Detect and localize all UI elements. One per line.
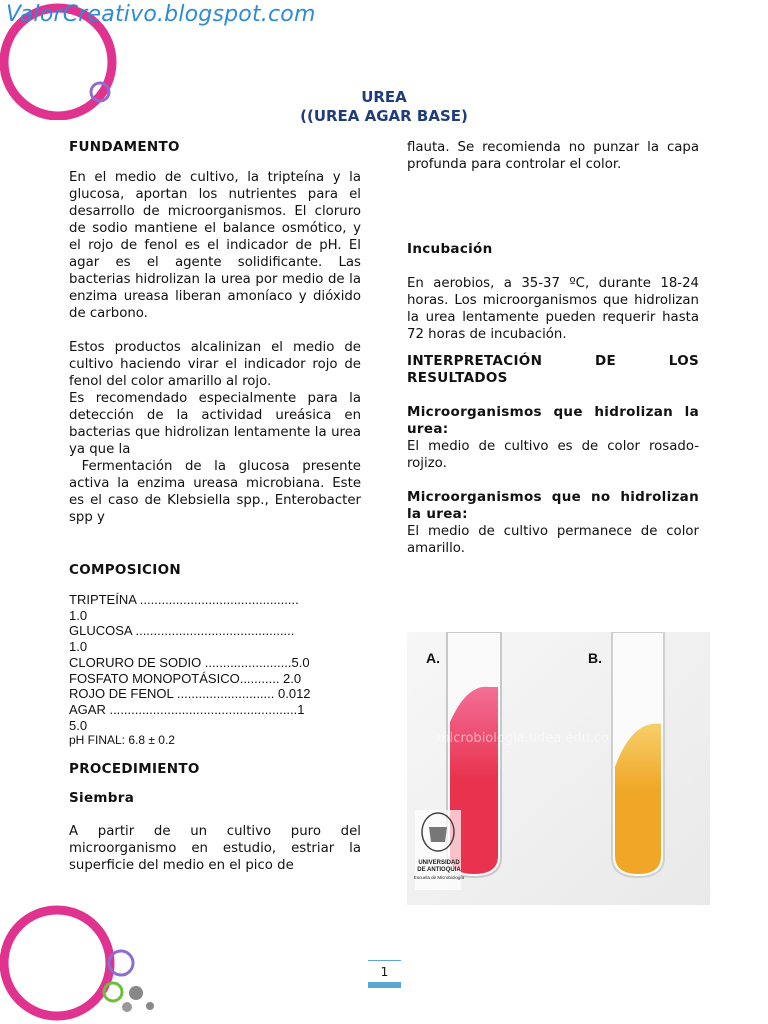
composicion-item: ROJO DE FENOL ........................... 0.012 — [69, 686, 311, 702]
incubacion-heading: Incubación — [407, 241, 493, 257]
document-subtitle: ((UREA AGAR BASE) — [300, 107, 468, 125]
tube-b-label: B. — [588, 650, 602, 666]
photo-watermark: microbiologia.udea.edu.co — [437, 731, 610, 746]
left-column — [69, 139, 366, 874]
fundamento-paragraph-2: Estos productos alcalinizan el medio de cultivo haciendo virar el indicador rojo de fenol del color amarillo al rojo. — [69, 340, 361, 389]
seal-line-3: Escuela de Microbiología — [413, 875, 465, 880]
page-number-bar — [368, 982, 401, 988]
composicion-list — [69, 592, 361, 749]
siembra-heading: Siembra — [69, 790, 135, 807]
seal-line-2: DE ANTIOQUIA — [417, 867, 461, 873]
composicion-item: AGAR ....................................................1 — [69, 701, 305, 717]
blog-url[interactable]: ValorCreativo.blogspot.com — [6, 2, 316, 27]
page-number-rule — [368, 960, 401, 961]
negative-result-heading: Microorganismos que no hidrolizan la urea: — [407, 489, 699, 522]
siembra-text: A partir de un cultivo puro del microorganismo en estudio, estriar la superficie del medio en el pico de — [69, 824, 361, 874]
fundamento-paragraph-4: Fermentación de la glucosa presente activa la enzima ureasa microbiana. Este es el caso de Klebsiella spp., Enterobacter spp y — [69, 459, 366, 525]
negative-result-text: El medio de cultivo permanece de color amarillo. — [407, 524, 699, 556]
fundamento-paragraph-1: En el medio de cultivo, la tripteína y la glucosa, aportan los nutrientes para el desarrollo de microorganismos. El cloruro de sodio mantiene el balance osmótico, y el rojo de fenol es el indicador de pH. El agar es el agente solidificante. Las bacterias hidrolizan la urea por medio de la enzima ureasa liberan amoníaco y dióxido de carbono. — [69, 170, 361, 321]
positive-result-heading: Microorganismos que hidrolizan la urea: — [407, 404, 699, 437]
composicion-item: 5.0 — [69, 717, 88, 733]
composicion-item: TRIPTEÍNA ............................................ — [69, 592, 299, 607]
fundamento-paragraph-3: Es recomendado especialmente para la detección de la actividad ureásica en bacterias que hidrolizan lentamente la urea ya que la — [69, 391, 361, 457]
siembra-continuation: flauta. Se recomienda no punzar la capa profunda para controlar el color. — [407, 140, 699, 172]
procedimiento-heading: PROCEDIMIENTO — [69, 761, 200, 778]
tube-a-label: A. — [426, 650, 440, 666]
fundamento-heading: FUNDAMENTO — [69, 139, 180, 155]
interpretacion-heading: INTERPRETACIÓN DE LOS RESULTADOS — [407, 353, 699, 386]
composicion-item: FOSFATO MONOPOTÁSICO........... 2.0 — [69, 670, 302, 686]
composicion-heading: COMPOSICION — [69, 562, 181, 578]
right-column — [407, 139, 699, 557]
document-title: UREA — [361, 88, 407, 106]
composicion-item: CLORURO DE SODIO ........................5.0 — [69, 654, 310, 670]
decorative-circles-bottom — [0, 900, 170, 1024]
composicion-item: 1.0 — [69, 639, 88, 655]
seal-line-1: UNIVERSIDAD — [418, 860, 460, 866]
incubacion-text: En aerobios, a 35-37 ºC, durante 18-24 horas. Los microorganismos que hidrolizan la urea lentamente pueden requerir hasta 72 horas de incubación. — [407, 276, 699, 342]
positive-result-text: El medio de cultivo es de color rosado-rojizo. — [407, 439, 699, 471]
university-seal — [411, 860, 467, 881]
composicion-item: GLUCOSA ............................................ — [69, 623, 295, 639]
page-number: 1 — [380, 965, 389, 979]
composicion-item: 1.0 — [69, 607, 88, 623]
urea-tubes-photo — [407, 632, 710, 905]
composicion-item: pH FINAL: 6.8 ± 0.2 — [69, 733, 175, 748]
